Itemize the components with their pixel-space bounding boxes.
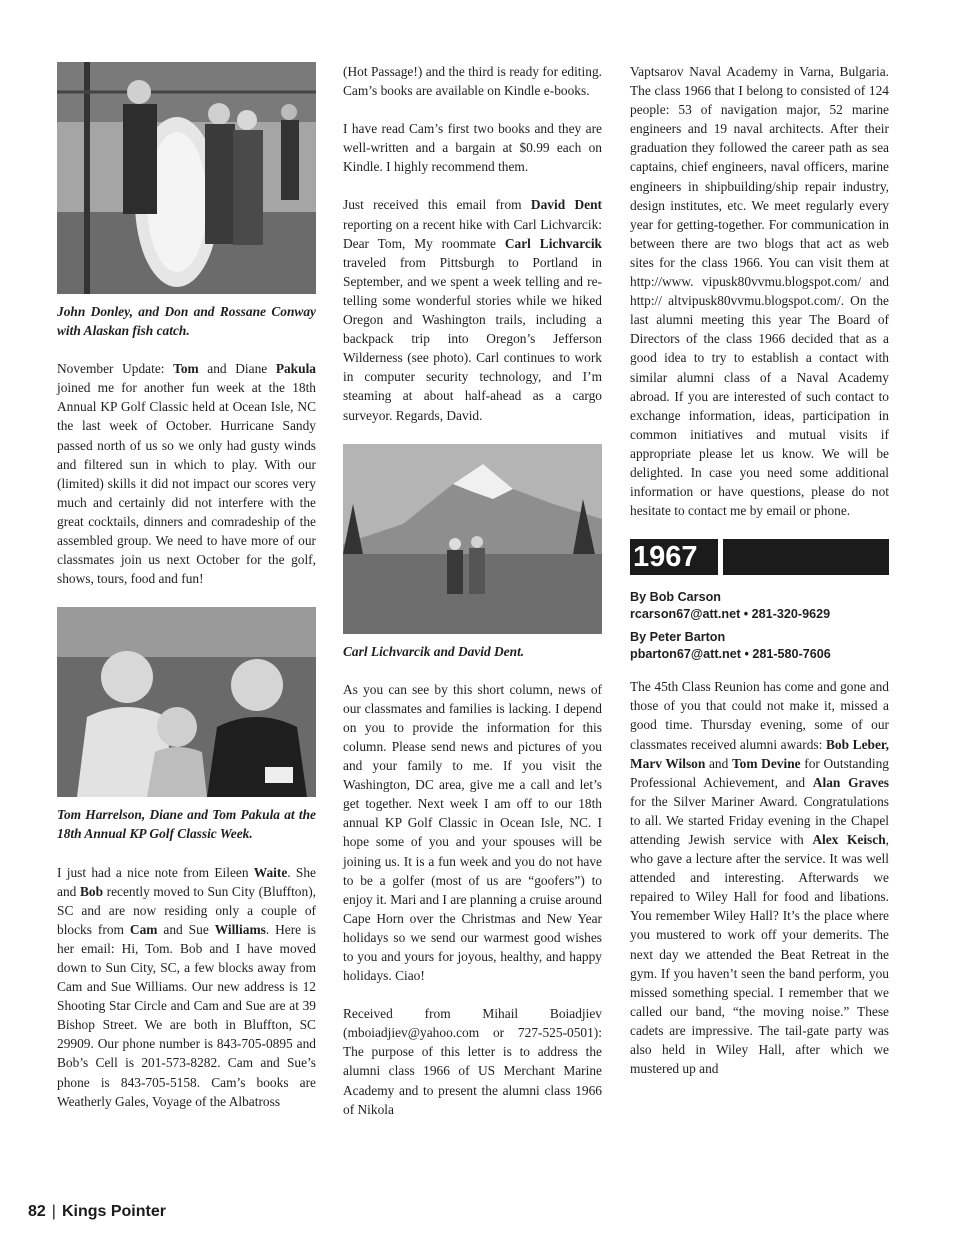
photo-caption: John Donley, and Don and Rossane Conway with Alaskan fish catch. xyxy=(57,304,316,339)
paragraph: I just had a nice note from Eileen Waite. She and Bob recently moved to Sun City (Bluffton), SC and are now residing only a couple of blocks from Cam and Sue Williams. Here is her email: Hi, Tom. Bob and I have moved down to Sun City, SC, a few blocks away from Cam and Sue Williams. Our new address is 12 Shooting Star Circle and Cam and Sue are at 39 Bishop Street. We are both in Bluffton, SC 29909. Our phone number is 843-705-0895 and Bob’s Cell is 201-573-8282. Cam and Sue’s phone is 843-705-5158. Cam’s books are Weatherly Gales, Voyage of the Albatross xyxy=(57,864,317,1109)
paragraph: I have read Cam’s first two books and they are well-written and a bargain at $0.99 each on Kindle. I highly recommend them. xyxy=(343,121,602,175)
byline-bob-carson xyxy=(630,589,889,623)
paragraph: The 45th Class Reunion has come and gone and those of you that could not make it, missed a good time. Thursday evening, some of our classmates received alumni awards: Bob Leber, Marv Wilson and Tom Devine for Outstanding Professional Achievement, and Alan Graves for the Silver Mariner Award. Congratulations to all. We started Friday evening in the Chapel attending Jewish service with Alex Keisch, who gave a lecture after the service. It was well attended and interesting. Afterwards we repaired to Wiley Hall for food and libations. You remember Wiley Hall? It’s the place where you mustered to work off your demerits. The next day we attended the Beat Retreat in the gym. If you haven’t seen the band perform, you missed something special. I remember that we called our band, “the moving noise.” These cadets are impressive. The tail-gate party was also held in Wiley Hall, after which we mustered up and xyxy=(630,679,889,1077)
paragraph: As you can see by this short column, news of our classmates and families is lacking. I depend on you to provide the information for this column. Please send news and pictures of you and your family to me. If you visit the Washington, DC area, give me a call and let’s get together. Next week I am off to our 18th annual KP Golf Classic in Ocean Isle, NC. I hope some of you and your spouses will be joining us. It is a fun week and you do not have to be a golfer (most of us are “goofers”) to enjoy it. Mari and I are planning a cruise around Cape Horn over the Christmas and New Year holidays so we send our warmest good wishes to you and yours for joyous, healthy, and happy holidays. Ciao! xyxy=(343,681,602,984)
hike-image xyxy=(343,444,602,634)
golf-classic-image xyxy=(57,607,316,797)
column-2 xyxy=(343,62,602,1138)
byline-contact: pbarton67@att.net • 281-580-7606 xyxy=(630,647,831,662)
photo-hike xyxy=(343,444,602,634)
publication-name: Kings Pointer xyxy=(61,1203,166,1220)
paragraph: Just received this email from David Dent reporting on a recent hike with Carl Lichvarcik: Dear Tom, My roommate Carl Lichvarcik traveled from Pittsburgh to Portland in September, and we spent a week telling and re-telling some wonderful stories while we hiked Oregon and Washington trails, including a backpack trip into Oregon’s Jefferson Wilderness (see photo). Carl continues to work in computer security technology, and I’m steaming at about half-ahead as a cargo surveyor. Regards, David. xyxy=(343,197,603,423)
byline-contact: rcarson67@att.net • 281-320-9629 xyxy=(630,607,831,622)
byline-peter-barton xyxy=(630,629,889,663)
page-footer xyxy=(28,1203,166,1221)
paragraph: November Update: Tom and Diane Pakula joined me for another fun week at the 18th Annual KP Golf Classic held at Ocean Isle, NC the last week of October. Hurricane Sandy passed north of us so we only had gusty winds and filtered sun in which to play. With our (limited) skills it did not impact our scores very much and certainly did not interfere with the great cocktails, dinners and comradeship of the assembled group. We need to have more of our classmates join us next October for the golf, shows, tours, food and fun! xyxy=(57,361,316,587)
photo-caption: Tom Harrelson, Diane and Tom Pakula at the 18th Annual KP Golf Classic Week. xyxy=(57,807,316,842)
class-year-banner xyxy=(630,539,889,575)
page-number: 82 xyxy=(28,1203,46,1220)
paragraph: Received from Mihail Boiadjiev (mboiadjiev@yahoo.com or 727-525-0501): The purpose of this letter is to address the alumni class 1966 of US Merchant Marine Academy and to present the alumni class 1966 of Nikola xyxy=(343,1006,602,1117)
photo-fish-catch xyxy=(57,62,316,294)
footer-separator: | xyxy=(51,1203,56,1220)
column-3 xyxy=(630,62,889,1097)
photo-caption: Carl Lichvarcik and David Dent. xyxy=(343,643,525,659)
byline-name: By Peter Barton xyxy=(630,630,726,645)
paragraph: (Hot Passage!) and the third is ready for editing. Cam’s books are available on Kindle e-books. xyxy=(343,64,602,99)
photo-golf-classic xyxy=(57,607,316,797)
paragraph: Vaptsarov Naval Academy in Varna, Bulgaria. The class 1966 that I belong to consisted of 124 people: 53 of navigation major, 52 marine engineers and 19 naval architects. After their graduation they followed the career path as sea captains, chief engineers, naval officers, marine engineers in shipbuilding/ship repair industry, design institutes, etc. We meet regularly every year for getting-together. For communication in between there are two blogs that act as web sites for the class 1966. You can visit them at http://www. vipusk80vvmu.blogspot.com/ and http:// altvipusk80vvmu.blogspot.com/. On the last alumni meeting this year The Board of Directors of the class 1966 decided that as a good idea to try to establish a contact with similar alumni class of a Naval Academy abroad. If you are interested of such contact to exchange information, ideas, participation in common initiatives and mutual visits if appropriate please let us know. We will be delighted. In case you need some additional information or have questions, please do not hesitate to contact me by email or phone. xyxy=(630,64,889,519)
class-year: 1967 xyxy=(630,539,718,575)
fish-catch-image xyxy=(57,62,316,294)
column-1 xyxy=(57,62,316,1130)
byline-name: By Bob Carson xyxy=(630,590,721,605)
year-banner-bar xyxy=(723,539,889,575)
